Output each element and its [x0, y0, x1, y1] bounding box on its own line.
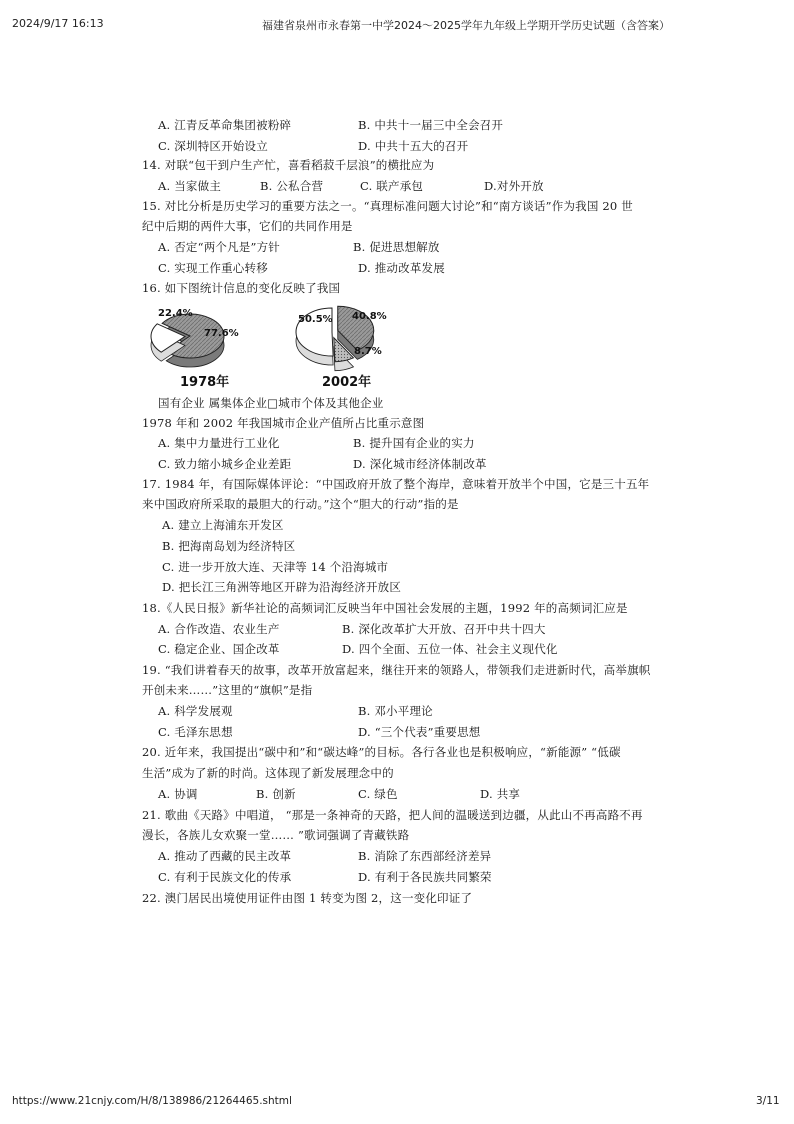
- q16-legend: 国有企业 属集体企业□城市个体及其他企业: [158, 396, 384, 410]
- q20-option-b: B. 创新: [256, 787, 296, 801]
- pie-slice-label: 22.4%: [158, 308, 193, 319]
- pie-slice-label: 50.5%: [298, 314, 333, 325]
- q17-option-a: A. 建立上海浦东开发区: [162, 518, 284, 532]
- q18-stem: 18.《人民日报》新华社论的高频词汇反映当年中国社会发展的主题，1992 年的高频词汇应是: [142, 601, 628, 615]
- q13-option-d: D. 中共十五大的召开: [358, 139, 469, 153]
- q15-stem-line2: 纪中后期的两件大事，它们的共同作用是: [142, 219, 353, 233]
- q13-option-c: C. 深圳特区开始设立: [158, 139, 268, 153]
- q19-option-a: A. 科学发展观: [158, 704, 233, 718]
- q14-option-a: A. 当家做主: [158, 179, 222, 193]
- q16-option-a: A. 集中力量进行工业化: [158, 436, 280, 450]
- pie-chart-1978: [151, 308, 239, 367]
- pie-charts-figure: [142, 302, 402, 392]
- q17-option-b: B. 把海南岛划为经济特区: [162, 539, 296, 553]
- q16-option-b: B. 提升国有企业的实力: [353, 436, 475, 450]
- q21-option-b: B. 消除了东西部经济差异: [358, 849, 492, 863]
- q17-stem-line1: 17. 1984 年，有国际媒体评论：“中国政府开放了整个海岸，意味着开放半个中国，它是三十五年: [142, 477, 650, 491]
- q14-option-b: B. 公私合营: [260, 179, 324, 193]
- q14-option-c: C. 联产承包: [360, 179, 424, 193]
- q21-stem-line1: 21. 歌曲《天路》中唱道， “那是一条神奇的天路，把人间的温暖送到边疆，从此山不再高路不再: [142, 808, 643, 822]
- pie-chart-2002: [296, 306, 387, 370]
- pie-2002-title: 2002年: [322, 375, 372, 390]
- q20-option-a: A. 协调: [158, 787, 198, 801]
- q15-option-d: D. 推动改革发展: [358, 261, 445, 275]
- q14-stem: 14. 对联“包干到户生产忙，喜看稻菽千层浪”的横批应为: [142, 158, 435, 172]
- pie-slice-label: 40.8%: [352, 311, 387, 322]
- q17-option-d: D. 把长江三角洲等地区开辟为沿海经济开放区: [162, 580, 402, 594]
- q19-option-d: D. “三个代表”重要思想: [358, 725, 481, 739]
- q22-stem: 22. 澳门居民出境使用证件由图 1 转变为图 2，这一变化印证了: [142, 891, 473, 905]
- q18-option-a: A. 合作改造、农业生产: [158, 622, 280, 636]
- q16-option-c: C. 致力缩小城乡企业差距: [158, 457, 292, 471]
- q19-stem-line1: 19. “我们讲着春天的故事，改革开放富起来，继往开来的领路人，带领我们走进新时代，高举旗帜: [142, 663, 651, 677]
- q13-option-b: B. 中共十一届三中全会召开: [358, 118, 504, 132]
- q18-option-d: D. 四个全面、五位一体、社会主义现代化: [342, 642, 558, 656]
- q17-stem-line2: 来中国政府所采取的最胆大的行动。”这个“胆大的行动”指的是: [142, 497, 459, 511]
- q18-option-b: B. 深化改革扩大开放、召开中共十四大: [342, 622, 546, 636]
- q20-option-d: D. 共享: [480, 787, 521, 801]
- q20-option-c: C. 绿色: [358, 787, 398, 801]
- q21-option-d: D. 有利于各民族共同繁荣: [358, 870, 492, 884]
- print-datetime: 2024/9/17 16:13: [12, 17, 104, 30]
- pie-slice-label: 77.6%: [204, 328, 239, 339]
- q20-stem-line1: 20. 近年来，我国提出“碳中和”和“碳达峰”的目标。各行各业也是积极响应，“新能源” “低碳: [142, 745, 621, 759]
- q21-option-c: C. 有利于民族文化的传承: [158, 870, 292, 884]
- q19-option-b: B. 邓小平理论: [358, 704, 433, 718]
- q15-option-b: B. 促进思想解放: [353, 240, 440, 254]
- q15-option-c: C. 实现工作重心转移: [158, 261, 268, 275]
- q19-option-c: C. 毛泽东思想: [158, 725, 233, 739]
- q16-option-d: D. 深化城市经济体制改革: [353, 457, 487, 471]
- page-number: 3/11: [756, 1095, 780, 1107]
- q13-option-a: A. 江青反革命集团被粉碎: [158, 118, 292, 132]
- q16-chart-caption: 1978 年和 2002 年我国城市企业产值所占比重示意图: [142, 416, 425, 430]
- q21-option-a: A. 推动了西藏的民主改革: [158, 849, 292, 863]
- pie-1978-title: 1978年: [180, 375, 230, 390]
- q15-option-a: A. 否定“两个凡是”方针: [158, 240, 280, 254]
- q18-option-c: C. 稳定企业、国企改革: [158, 642, 280, 656]
- q15-stem-line1: 15. 对比分析是历史学习的重要方法之一。“真理标准问题大讨论”和“南方谈话”作为我国 20 世: [142, 199, 634, 213]
- footer-url: https://www.21cnjy.com/H/8/138986/21264465.shtml: [12, 1095, 292, 1107]
- q14-option-d: D.对外开放: [484, 179, 544, 193]
- q21-stem-line2: 漫长，各族儿女欢聚一堂…… ”歌词强调了青藏铁路: [142, 828, 410, 842]
- q19-stem-line2: 开创未来……”这里的“旗帜”是指: [142, 683, 313, 697]
- page-title: 福建省泉州市永春第一中学2024～2025学年九年级上学期开学历史试题（含答案）: [262, 19, 670, 32]
- pie-slice-label: 8.7%: [354, 346, 382, 357]
- q20-stem-line2: 生活”成为了新的时尚。这体现了新发展理念中的: [142, 766, 394, 780]
- q16-stem: 16. 如下图统计信息的变化反映了我国: [142, 281, 341, 295]
- q17-option-c: C. 进一步开放大连、天津等 14 个沿海城市: [162, 560, 389, 574]
